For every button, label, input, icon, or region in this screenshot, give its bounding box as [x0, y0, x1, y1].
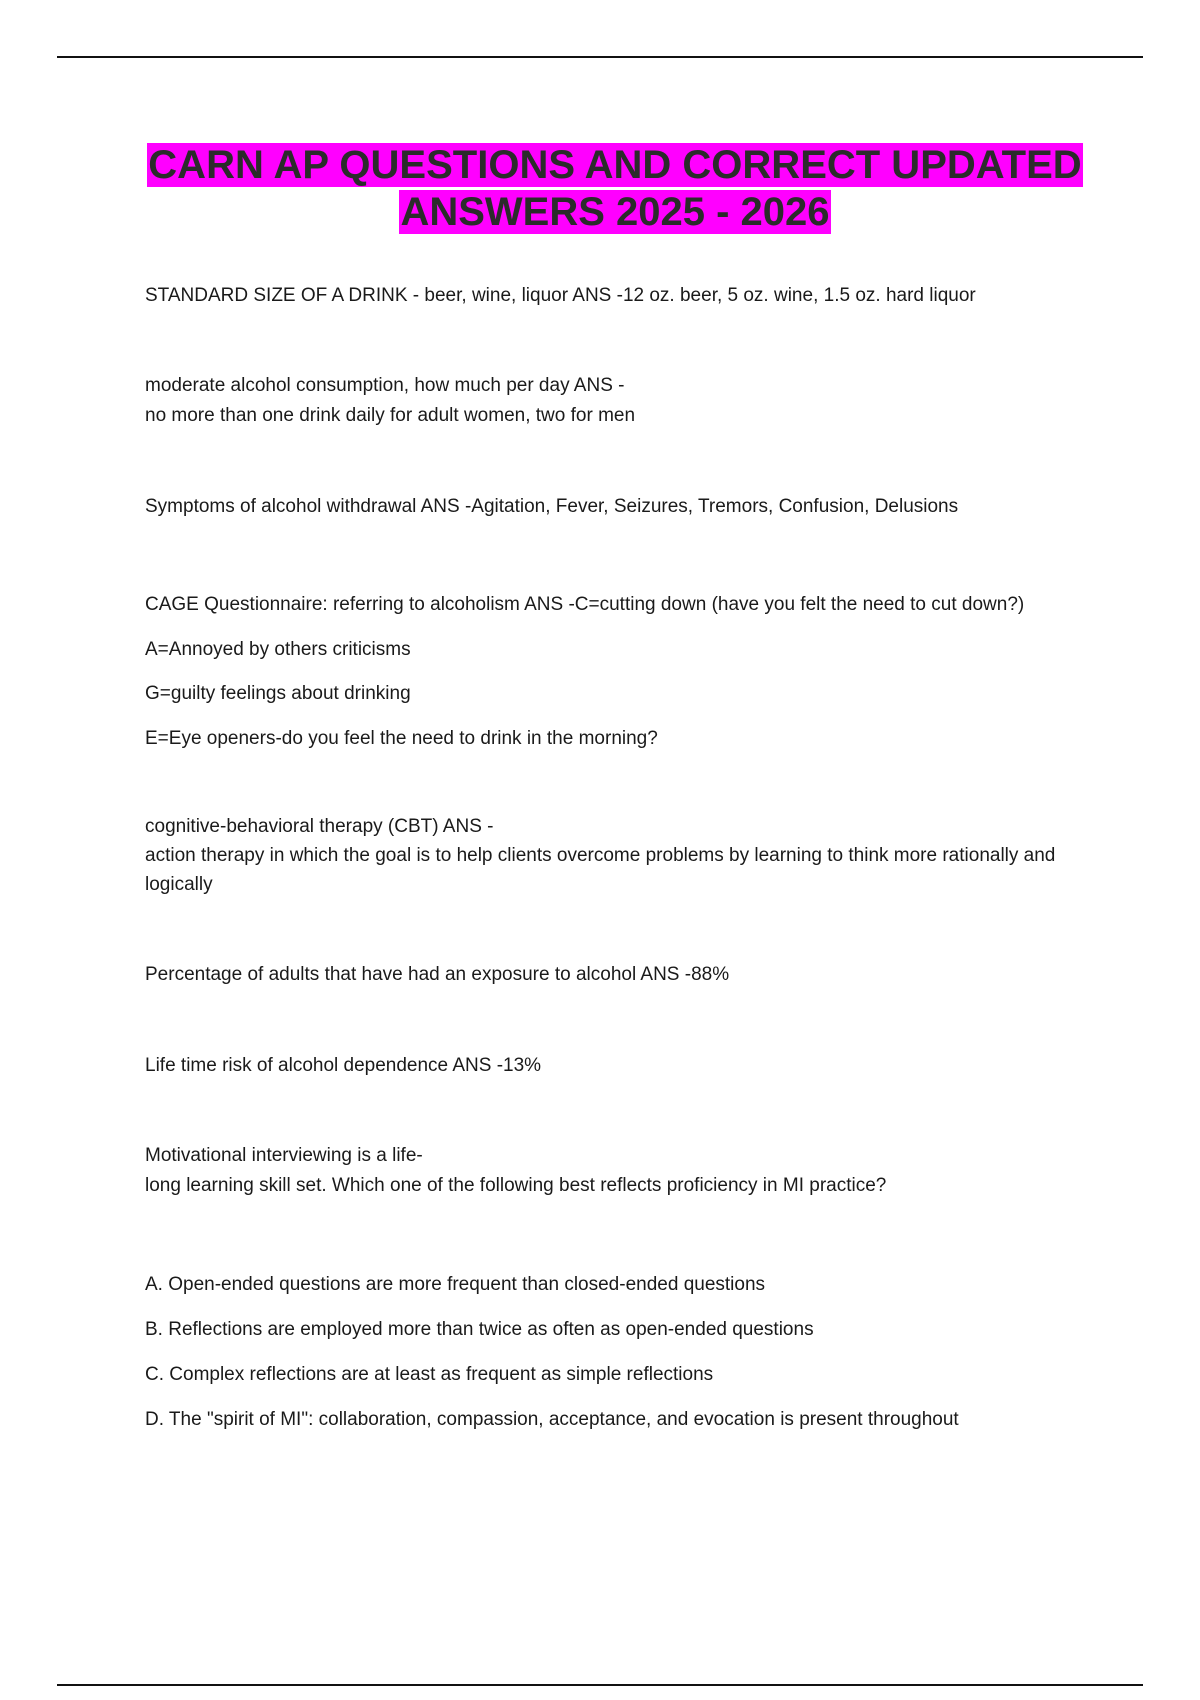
title-line-1: CARN AP QUESTIONS AND CORRECT UPDATED — [148, 143, 1082, 187]
document-title — [140, 142, 1090, 236]
title-line-2: ANSWERS 2025 - 2026 — [400, 190, 830, 234]
bottom-rule — [57, 1684, 1143, 1686]
option-b: B. Reflections are employed more than twice as often as open-ended questions — [145, 1319, 814, 1340]
qa-answer: action therapy in which the goal is to help clients overcome problems by learning to think more rationally and logically — [145, 845, 1056, 895]
qa-question-cont: long learning skill set. Which one of the following best reflects proficiency in MI practice? — [145, 1175, 887, 1196]
qa-text: Symptoms of alcohol withdrawal ANS -Agitation, Fever, Seizures, Tremors, Confusion, Delusions — [145, 496, 959, 517]
qa-question: Motivational interviewing is a life- — [145, 1145, 423, 1166]
cage-item-g: G=guilty feelings about drinking — [145, 683, 411, 704]
top-rule — [57, 56, 1143, 58]
qa-question: cognitive-behavioral therapy (CBT) ANS - — [145, 816, 494, 837]
qa-text: Percentage of adults that have had an exposure to alcohol ANS -88% — [145, 964, 730, 985]
qa-moderate-consumption — [145, 371, 1095, 431]
qa-text: Life time risk of alcohol dependence ANS -13% — [145, 1055, 542, 1076]
qa-exposure-percentage — [145, 960, 1095, 990]
qa-text: STANDARD SIZE OF A DRINK - beer, wine, liquor ANS -12 oz. beer, 5 oz. wine, 1.5 oz. hard liquor — [145, 285, 976, 306]
qa-question: CAGE Questionnaire: referring to alcoholism ANS -C=cutting down (have you felt the need to cut down?) — [145, 594, 1025, 615]
option-c: C. Complex reflections are at least as frequent as simple reflections — [145, 1364, 714, 1385]
qa-question: moderate alcohol consumption, how much per day ANS - — [145, 375, 625, 396]
option-a: A. Open-ended questions are more frequent than closed-ended questions — [145, 1274, 766, 1295]
qa-cage-questionnaire — [145, 583, 1095, 761]
qa-cbt — [145, 812, 1095, 899]
qa-withdrawal-symptoms — [145, 492, 1095, 522]
cage-item-e: E=Eye openers-do you feel the need to drink in the morning? — [145, 727, 658, 749]
qa-lifetime-risk — [145, 1051, 1095, 1081]
qa-standard-drink — [145, 281, 1095, 311]
qa-answer: no more than one drink daily for adult women, two for men — [145, 405, 636, 426]
option-d: D. The "spirit of MI": collaboration, compassion, acceptance, and evocation is present throughout — [145, 1409, 959, 1430]
cage-item-a: A=Annoyed by others criticisms — [145, 638, 411, 660]
qa-motivational-interviewing — [145, 1141, 1095, 1201]
mi-options-list — [145, 1262, 1095, 1442]
